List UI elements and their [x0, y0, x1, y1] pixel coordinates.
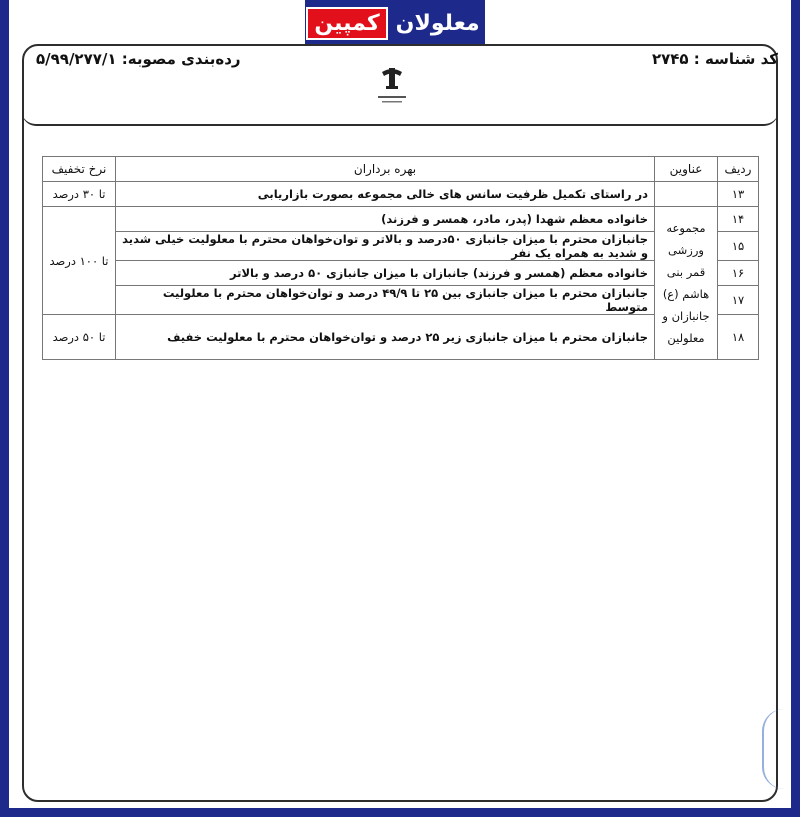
code-id: کد شناسه : ۲۷۴۵ — [651, 50, 778, 68]
discount-table — [42, 156, 759, 360]
table-row — [43, 232, 759, 261]
header-title: عناوین — [655, 157, 718, 182]
row-beneficiary: در راستای تکمیل ظرفیت سانس های خالی مجموعه بصورت بازاریابی — [116, 182, 655, 207]
stamp-mark — [762, 709, 784, 789]
campaign-banner — [305, 0, 485, 46]
row-number: ۱۸ — [718, 315, 759, 360]
row-number: ۱۵ — [718, 232, 759, 261]
table-row — [43, 261, 759, 286]
table-row — [43, 207, 759, 232]
banner-red-part: کمپین — [306, 7, 387, 40]
row-beneficiary: جانبازان محترم با میزان جانبازی ۵۰درصد و بالاتر و توان‌خواهان محترم با معلولیت خیلی شدید و شدید به همراه یک نفر — [116, 232, 655, 261]
header-beneficiaries: بهره برداران — [116, 157, 655, 182]
table-row — [43, 286, 759, 315]
header-discount: نرخ تخفیف — [43, 157, 116, 182]
row-beneficiary: جانبازان محترم با میزان جانبازی زیر ۲۵ درصد و توان‌خواهان محترم با معلولیت خفیف — [116, 315, 655, 360]
group-title: مجموعه ورزشی قمر بنی هاشم (ع) جانبازان و معلولین — [655, 207, 718, 360]
row-number: ۱۴ — [718, 207, 759, 232]
row-number: ۱۶ — [718, 261, 759, 286]
row-discount: تا ۱۰۰ درصد — [43, 207, 116, 315]
row-number: ۱۳ — [718, 182, 759, 207]
row-discount: تا ۳۰ درصد — [43, 182, 116, 207]
row-discount: تا ۵۰ درصد — [43, 315, 116, 360]
row-title — [655, 182, 718, 207]
table-row — [43, 182, 759, 207]
organization-logo-icon — [372, 64, 412, 110]
row-beneficiary: خانواده معظم شهدا (پدر، مادر، همسر و فرزند) — [116, 207, 655, 232]
banner-blue-part: معلولان — [395, 10, 480, 36]
classification-number: رده‌بندی مصوبه: ۵/۹۹/۲۷۷/۱ — [36, 50, 241, 68]
row-beneficiary: جانبازان محترم با میزان جانبازی بین ۲۵ تا ۴۹/۹ درصد و توان‌خواهان محترم با معلولیت متوسط — [116, 286, 655, 315]
row-beneficiary: خانواده معظم (همسر و فرزند) جانبازان با میزان جانبازی ۵۰ درصد و بالاتر — [116, 261, 655, 286]
row-number: ۱۷ — [718, 286, 759, 315]
table-header-row — [43, 157, 759, 182]
table-row — [43, 315, 759, 360]
header-row-number: ردیف — [718, 157, 759, 182]
